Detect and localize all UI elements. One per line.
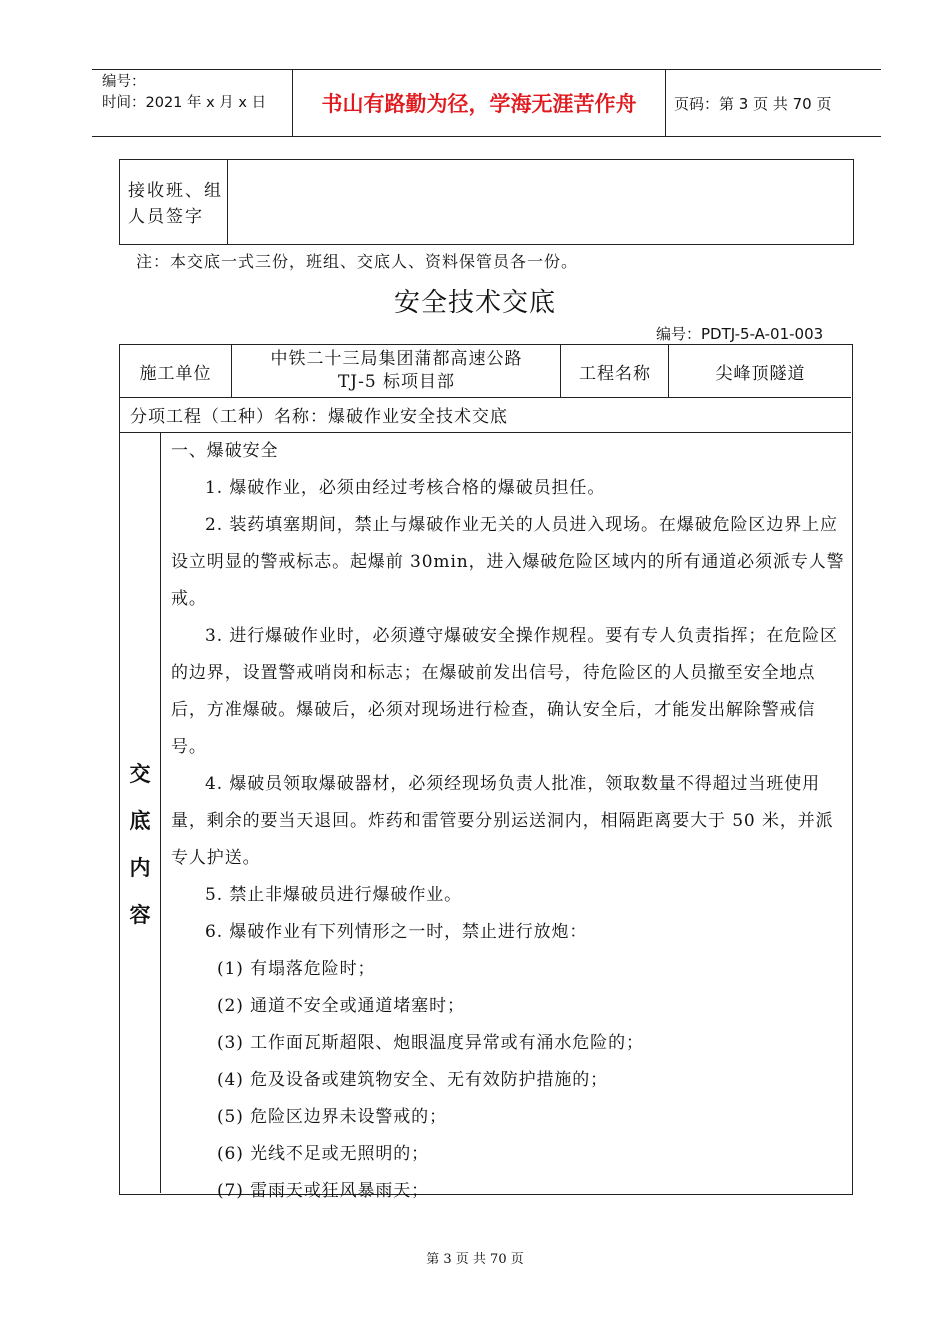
info-row: [120, 345, 851, 398]
content-paragraph: 2. 装药填塞期间，禁止与爆破作业无关的人员进入现场。在爆破危险区边界上应设立明显的警戒标志。起爆前 30min，进入爆破危险区域内的所有通道必须派专人警戒。: [171, 515, 845, 609]
signature-label-line1: 接收班、组: [128, 181, 223, 201]
disclosure-table: [119, 344, 853, 1201]
side-char: 内: [129, 856, 151, 880]
header-number-label: 编号：: [102, 74, 146, 90]
header-motto: 书山有路勤为径，学海无涯苦作舟: [292, 70, 666, 136]
content-side-label: [120, 433, 161, 1193]
content-subitem: (6) 光线不足或无照明的；: [217, 1144, 430, 1164]
content-subitem: (2) 通道不安全或通道堵塞时；: [217, 996, 465, 1016]
document-code: 编号：PDTJ-5-A-01-003: [656, 325, 824, 343]
header-meta: [92, 70, 292, 138]
project-value: 尖峰顶隧道: [668, 345, 852, 397]
content-paragraph: 1. 爆破作业，必须由经过考核合格的爆破员担任。: [205, 478, 606, 498]
side-char: 底: [129, 809, 151, 833]
side-label-text: [120, 751, 160, 939]
content-subitem: (3) 工作面瓦斯超限、炮眼温度异常或有涌水危险的；: [217, 1033, 644, 1053]
signature-label-line2: 人员签字: [128, 207, 204, 227]
project-label: 工程名称: [560, 345, 669, 397]
subproject-row: 分项工程（工种）名称：爆破作业安全技术交底: [120, 397, 851, 433]
document-title: 安全技术交底: [393, 288, 556, 318]
content-paragraph: 5. 禁止非爆破员进行爆破作业。: [205, 885, 463, 905]
side-char: 交: [129, 762, 151, 786]
content-paragraph: 4. 爆破员领取爆破器材，必须经现场负责人批准，领取数量不得超过当班使用量，剩余的要当天退回。炸药和雷管要分别运送洞内，相隔距离要大于 50 米，并派专人护送。: [171, 774, 834, 868]
unit-label: 施工单位: [139, 363, 212, 384]
side-char: 容: [129, 903, 151, 927]
unit-value-line1: 中铁二十三局集团蒲都高速公路: [270, 349, 523, 369]
signature-table: [119, 159, 854, 245]
page-header: [92, 69, 881, 137]
content-subitem: (7) 雷雨天或狂风暴雨天；: [217, 1181, 430, 1201]
content-subitem: (1) 有塌落危险时；: [217, 959, 376, 979]
content-subitem: (4) 危及设备或建筑物安全、无有效防护措施的；: [217, 1070, 609, 1090]
disclosure-content: [171, 433, 847, 1210]
page-footer: 第 3 页 共 70 页: [426, 1252, 524, 1267]
signature-field[interactable]: [229, 160, 853, 244]
content-heading: 一、爆破安全: [171, 441, 279, 461]
signature-label: [120, 160, 228, 244]
header-time-label: 时间：2021 年 x 月 x 日: [102, 95, 267, 111]
content-subitem: (5) 危险区边界未设警戒的；: [217, 1107, 447, 1127]
unit-value-line2: TJ-5 标项目部: [337, 372, 456, 392]
distribution-note: 注：本交底一式三份，班组、交底人、资料保管员各一份。: [136, 252, 579, 271]
content-paragraph: 6. 爆破作业有下列情形之一时，禁止进行放炮：: [205, 922, 588, 942]
header-page-info: 页码：第 3 页 共 70 页: [674, 94, 832, 113]
content-paragraph: 3. 进行爆破作业时，必须遵守爆破安全操作规程。要有专人负责指挥；在危险区的边界，设置警戒哨岗和标志；在爆破前发出信号，待危险区的人员撤至安全地点后，方准爆破。爆破后，必须对现场进行检查，确认安全后，才能发出解除警戒信号。: [171, 626, 838, 757]
unit-value: [231, 345, 561, 397]
